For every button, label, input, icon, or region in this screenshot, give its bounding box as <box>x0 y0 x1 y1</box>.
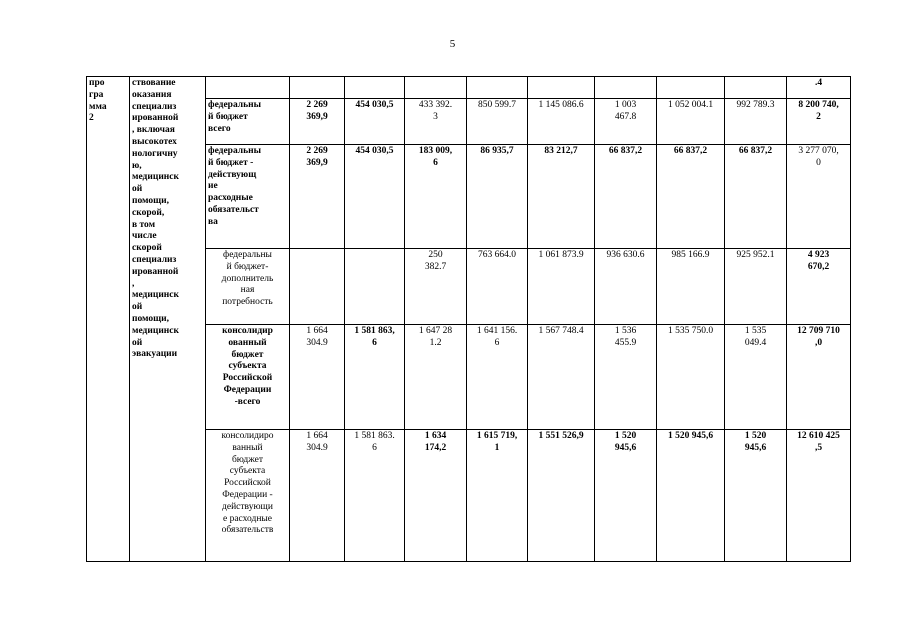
value-cell: 936 630.6 <box>595 249 657 325</box>
table-row <box>87 77 851 99</box>
value-cell: 2 269 369,9 <box>290 145 345 249</box>
row-label: федеральны й бюджет - действующ ие расходные обязательст ва <box>206 145 290 249</box>
value-cell: 1 551 526,9 <box>528 430 595 562</box>
value-cell: 992 789.3 <box>725 99 787 145</box>
value-cell: 925 952.1 <box>725 249 787 325</box>
activity-cell: ствование оказания специализ ированной , включая высокотех нологичну ю, медицинск ой помощи, скорой, в том числе скорой специализ ированной , медицинск ой помощи, медицинск ой эвакуации <box>130 77 206 562</box>
value-cell: 1 581 863, 6 <box>345 325 405 430</box>
value-cell: 1 535 049.4 <box>725 325 787 430</box>
value-cell: 1 520 945,6 <box>595 430 657 562</box>
row-label: федеральны й бюджет- дополнитель ная потребность <box>206 249 290 325</box>
value-cell <box>290 249 345 325</box>
value-cell: 1 061 873.9 <box>528 249 595 325</box>
value-cell: 8 200 740, 2 <box>787 99 851 145</box>
value-cell <box>345 249 405 325</box>
value-cell: 2 269 369,9 <box>290 99 345 145</box>
value-cell: 1 052 004.1 <box>657 99 725 145</box>
page-number: 5 <box>449 38 456 50</box>
value-cell: 66 837,2 <box>657 145 725 249</box>
value-cell: 1 536 455.9 <box>595 325 657 430</box>
value-cell <box>725 77 787 99</box>
value-cell: 850 599.7 <box>467 99 528 145</box>
value-cell: 1 581 863. 6 <box>345 430 405 562</box>
value-cell: 1 567 748.4 <box>528 325 595 430</box>
value-cell: 1 634 174,2 <box>405 430 467 562</box>
value-cell: 1 664 304.9 <box>290 325 345 430</box>
value-cell: 1 003 467.8 <box>595 99 657 145</box>
value-cell <box>467 77 528 99</box>
value-cell: 1 145 086.6 <box>528 99 595 145</box>
value-cell: 4 923 670,2 <box>787 249 851 325</box>
value-cell <box>290 77 345 99</box>
value-cell: 985 166.9 <box>657 249 725 325</box>
value-cell: 433 392. 3 <box>405 99 467 145</box>
value-cell: 1 520 945,6 <box>725 430 787 562</box>
budget-table <box>86 76 851 562</box>
value-cell: 1 520 945,6 <box>657 430 725 562</box>
value-cell: 1 647 28 1.2 <box>405 325 467 430</box>
value-cell: 454 030,5 <box>345 145 405 249</box>
value-cell: 183 009, 6 <box>405 145 467 249</box>
value-cell: 1 615 719, 1 <box>467 430 528 562</box>
value-cell <box>528 77 595 99</box>
value-cell: 454 030,5 <box>345 99 405 145</box>
value-cell <box>657 77 725 99</box>
value-cell: 66 837,2 <box>595 145 657 249</box>
row-label: консолидиро ванный бюджет субъекта Российской Федерации - действующи е расходные обязательств <box>206 430 290 562</box>
program-cell: про гра мма 2 <box>87 77 130 562</box>
value-cell <box>405 77 467 99</box>
value-cell: 763 664.0 <box>467 249 528 325</box>
value-cell: 1 535 750.0 <box>657 325 725 430</box>
row-label: консолидир ованный бюджет субъекта Российской Федерации -всего <box>206 325 290 430</box>
value-cell <box>345 77 405 99</box>
value-cell: 12 610 425 ,5 <box>787 430 851 562</box>
value-cell: 66 837,2 <box>725 145 787 249</box>
value-cell: 86 935,7 <box>467 145 528 249</box>
value-cell: 250 382.7 <box>405 249 467 325</box>
value-cell: 83 212,7 <box>528 145 595 249</box>
value-cell: 3 277 070, 0 <box>787 145 851 249</box>
row-label: федеральны й бюджет всего <box>206 99 290 145</box>
value-cell <box>595 77 657 99</box>
row-label <box>206 77 290 99</box>
value-cell: 12 709 710 ,0 <box>787 325 851 430</box>
value-cell: 1 664 304.9 <box>290 430 345 562</box>
value-cell: 1 641 156. 6 <box>467 325 528 430</box>
value-cell: .4 <box>787 77 851 99</box>
